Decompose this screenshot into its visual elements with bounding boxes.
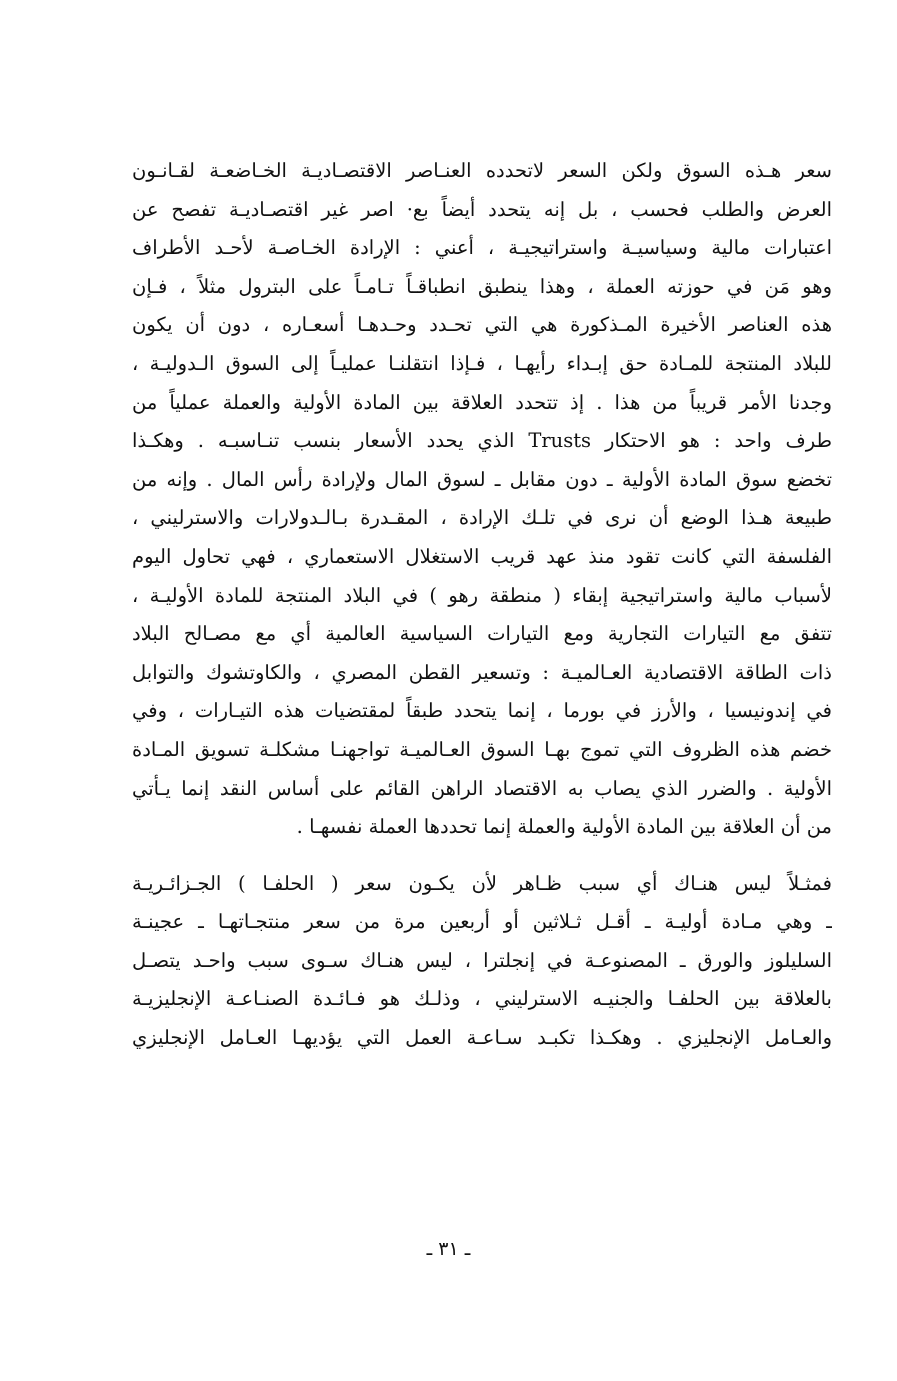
text-line: اعتبارات مالية وسياسيـة واستراتيجيـة ، أعني : الإرادة الخـاصـة لأحـد الأطراف bbox=[132, 236, 832, 260]
text-line: لأسباب مالية واستراتيجية إبقاء ( منطقة رهو ) في البلاد المنتجة للمادة الأوليـة ، bbox=[132, 583, 832, 607]
body-text bbox=[132, 152, 832, 1058]
text-line: هذه العناصر الأخيرة المـذكورة هي التي تحـدد وحـدهـا أسعـاره ، دون أن يكون bbox=[132, 313, 832, 337]
text-line: السليلوز والورق ـ المصنوعـة في إنجلترا ، ليس هنـاك سـوى سبب واحـد يتصـل bbox=[132, 948, 832, 972]
paragraph-gap bbox=[132, 847, 832, 865]
text-line: طرف واحد : هو الاحتكار Trusts الذي يحدد الأسعار بنسب تنـاسبـه . وهكـذا bbox=[132, 429, 832, 453]
text-line: والعـامل الإنجليزي . وهكـذا تكبـد سـاعـة العمل التي يؤديهـا العـامل الإنجليزي bbox=[132, 1026, 832, 1050]
text-line: الأولية . والضرر الذي يصاب به الاقتصاد الراهن القائم على أساس النقد إنما يـأتي bbox=[132, 776, 832, 800]
text-line: من أن العلاقة بين المادة الأولية والعملة إنما تحددها العملة نفسهـا . bbox=[296, 815, 832, 839]
text-line: ذات الطاقة الاقتصادية العـالميـة : وتسعير القطن المصري ، والكاوتشوك والتوابل bbox=[132, 660, 832, 684]
text-line: تخضع سوق المادة الأولية ـ دون مقابل ـ لسوق المال ولإرادة رأس المال . وإنه من bbox=[132, 467, 832, 491]
text-line: خضم هذه الظروف التي تموج بهـا السوق العـالميـة تواجهنـا مشكلـة تسويق المـادة bbox=[132, 737, 832, 761]
text-line: الفلسفة التي كانت تقود منذ عهد قريب الاستغلال الاستعماري ، فهي تحاول اليوم bbox=[132, 544, 832, 568]
text-line: ـ وهي مـادة أوليـة ـ أقـل ثـلاثين أو أربعين مرة من سعر منتجـاتهـا ـ عجينـة bbox=[132, 910, 832, 934]
text-line: بالعلاقة بين الحلفـا والجنيـه الاسترليني ، وذلـك هو فـائـدة الصنـاعـة الإنجليزيـة bbox=[132, 987, 832, 1011]
paragraph-2 bbox=[132, 865, 832, 1058]
page-number: ـ ٣١ ـ bbox=[426, 1238, 471, 1260]
text-line: وهو مَن في حوزته العملة ، وهذا ينطبق انطباقـاً تـامـاً على البترول مثلاً ، فـإن bbox=[132, 274, 832, 298]
text-line: العرض والطلب فحسب ، بل إنه يتحدد أيضاً بع· اصر غير اقتصـاديـة تفصح عن bbox=[132, 197, 832, 221]
text-line: فمثـلاً ليس هنـاك أي سبب ظـاهر لأن يكـون سعر ( الحلفـا ) الجـزائـريـة bbox=[132, 871, 832, 895]
paragraph-1 bbox=[132, 152, 832, 847]
text-line: تتفق مع التيارات التجارية ومع التيارات السياسية العالمية أي مع مصـالح البلاد bbox=[132, 622, 832, 646]
text-line: سعر هـذه السوق ولكن السعر لاتحدده العنـاصر الاقتصـاديـة الخـاضعـة لقـانـون bbox=[132, 159, 832, 182]
text-line: وجدنا الأمر قريباً من هذا . إذ تتحدد العلاقة بين المادة الأولية والعملة عملياً من bbox=[132, 390, 832, 414]
text-line: طبيعة هـذا الوضع أن نرى في تلـك الإرادة ، المقـدرة بـالـدولارات والاسترليني ، bbox=[132, 506, 832, 530]
text-line: في إندونيسيا ، والأرز في بورما ، إنما يتحدد طبقاً لمقتضيات هذه التيـارات ، وفي bbox=[132, 699, 832, 723]
text-line: للبلاد المنتجة للمـادة حق إبـداء رأيهـا ، فـإذا انتقلنـا عمليـاً إلى السوق الـدوليـة ، bbox=[132, 351, 832, 375]
